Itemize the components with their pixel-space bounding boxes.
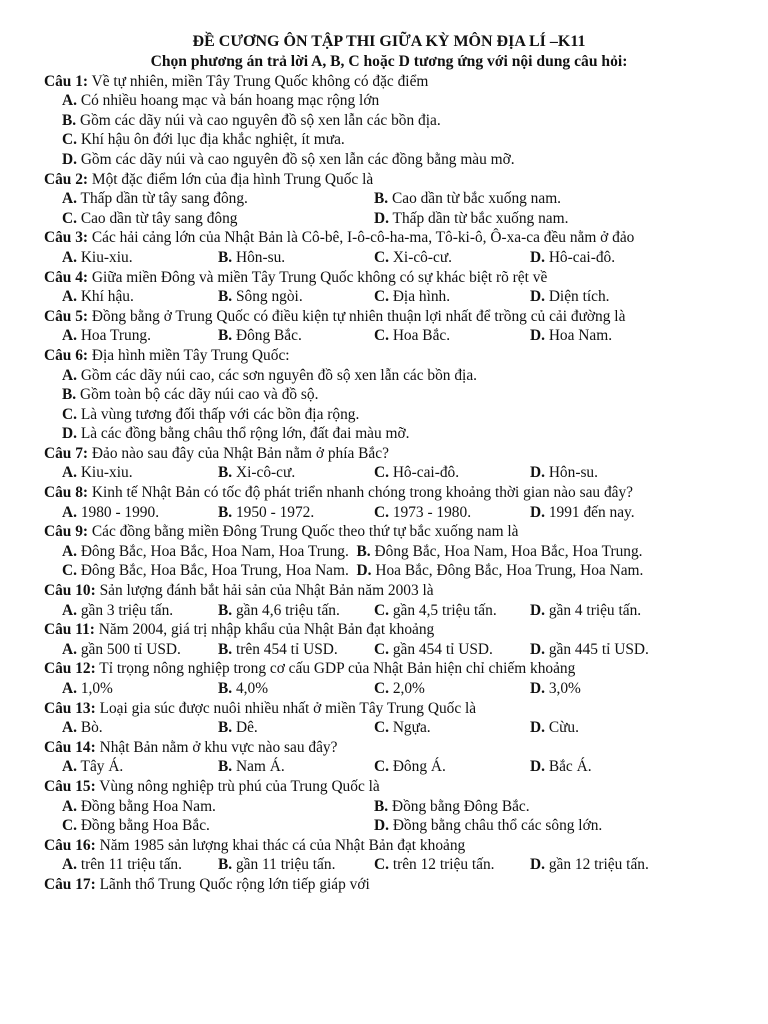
option-d: [530, 757, 592, 777]
option-text: Hoa Bắc, Đông Bắc, Hoa Trung, Hoa Nam.: [371, 562, 644, 580]
question-14: [44, 738, 734, 758]
question-number: Câu 12:: [44, 660, 96, 678]
option-d: [374, 816, 602, 836]
option-row: [44, 679, 734, 699]
question-number: Câu 7:: [44, 444, 89, 462]
option-letter: A.: [62, 680, 77, 697]
question-text: Kinh tế Nhật Bản có tốc độ phát triển nhanh chóng trong khoảng thời gian nào sau đây?: [88, 484, 634, 502]
option-a: [62, 797, 374, 817]
option-a: [62, 189, 374, 209]
option-d: [530, 503, 635, 523]
option-b: [218, 718, 374, 738]
option-text: Nam Á.: [232, 758, 285, 776]
option-c: [374, 757, 530, 777]
option-a: [62, 248, 218, 268]
option-letter: B.: [374, 797, 389, 815]
option-b: [218, 326, 374, 346]
option-text: Có nhiều hoang mạc và bán hoang mạc rộng lớn: [76, 92, 380, 110]
option-a: [62, 640, 218, 660]
question-number: Câu 1:: [44, 72, 89, 90]
option-a: [62, 503, 218, 523]
option-letter: D.: [530, 503, 545, 521]
option-letter: C.: [374, 503, 389, 521]
question-text: Các hải cảng lớn của Nhật Bản là Cô-bê, I-ô-cô-ha-ma, Tô-ki-ô, Ô-xa-ca đều nằm ở đảo: [88, 229, 635, 247]
question-number: Câu 13:: [44, 699, 96, 717]
option-letter: D.: [530, 680, 545, 697]
question-number: Câu 4:: [44, 268, 89, 286]
option-text: Cao dần từ tây sang đông: [76, 209, 238, 227]
option-d: [357, 562, 644, 579]
option-b: [374, 797, 530, 817]
option-b: [218, 503, 374, 523]
option-letter: B.: [218, 640, 233, 658]
option-c: [62, 209, 374, 229]
option-row: [44, 209, 734, 229]
option-letter: C.: [374, 601, 389, 619]
question-text: Đảo nào sau đây của Nhật Bản nằm ở phía Bắc?: [88, 444, 389, 462]
option-letter: C.: [374, 758, 389, 776]
option-letter: C.: [374, 640, 389, 658]
option-text: Đông Bắc.: [232, 327, 302, 345]
option-d: [530, 326, 612, 346]
option-c: [374, 718, 530, 738]
option-row: [44, 561, 734, 581]
option-row: [44, 797, 734, 817]
option-text: Đông Bắc, Hoa Bắc, Hoa Trung, Hoa Nam.: [76, 562, 349, 580]
question-number: Câu 6:: [44, 346, 89, 364]
question-5: [44, 307, 734, 327]
option-text: Đông Á.: [388, 758, 446, 776]
option-text: Ngựa.: [388, 719, 431, 737]
question-2: [44, 170, 734, 190]
question-6: [44, 346, 734, 366]
question-number: Câu 9:: [44, 523, 89, 541]
option-b: [218, 640, 374, 660]
question-text: Về tự nhiên, miền Tây Trung Quốc không có đặc điểm: [88, 72, 429, 90]
option-d: [530, 601, 641, 621]
option-text: Đồng bằng Đông Bắc.: [388, 797, 530, 815]
option-letter: D.: [530, 601, 545, 619]
option-text: gần 500 tỉ USD.: [76, 640, 181, 658]
option-row: [44, 542, 734, 562]
option-a: [44, 366, 734, 386]
question-number: Câu 3:: [44, 229, 89, 247]
option-c: [62, 562, 349, 579]
option-row: [44, 757, 734, 777]
question-7: [44, 444, 734, 464]
option-row: [44, 189, 734, 209]
option-c: [374, 248, 530, 268]
question-text: Các đồng bằng miền Đông Trung Quốc theo thứ tự bắc xuống nam là: [88, 523, 519, 541]
option-text: Đồng bằng Hoa Nam.: [76, 797, 216, 815]
option-text: gần 4,6 triệu tấn.: [232, 601, 340, 619]
option-text: Gồm toàn bộ các dãy núi cao và đồ sộ.: [76, 386, 319, 404]
option-text: Tây Á.: [76, 758, 124, 776]
option-letter: C.: [374, 719, 389, 737]
option-letter: A.: [62, 601, 77, 619]
option-d: [530, 679, 581, 699]
question-16: [44, 836, 734, 856]
option-text: Thấp dần từ tây sang đông.: [76, 190, 248, 208]
option-row: [44, 287, 734, 307]
option-c: [374, 640, 530, 660]
option-letter: B.: [218, 680, 233, 697]
option-row: [44, 248, 734, 268]
question-4: [44, 268, 734, 288]
option-text: Dê.: [232, 719, 258, 737]
option-letter: D.: [530, 758, 545, 776]
option-letter: B.: [218, 601, 233, 619]
option-letter: C.: [62, 209, 77, 227]
option-c: [374, 855, 530, 875]
option-text: Kiu-xiu.: [76, 464, 133, 482]
option-a: [62, 601, 218, 621]
option-letter: D.: [530, 248, 545, 266]
question-text: Nhật Bản nằm ở khu vực nào sau đây?: [95, 738, 338, 756]
option-c: [374, 463, 530, 483]
option-b: [218, 287, 374, 307]
option-row: [44, 463, 734, 483]
option-b: [218, 463, 374, 483]
option-c: [62, 816, 374, 836]
option-letter: B.: [218, 248, 233, 266]
option-text: 1980 - 1990.: [76, 503, 160, 521]
question-11: [44, 620, 734, 640]
option-letter: A.: [62, 856, 77, 874]
question-number: Câu 15:: [44, 777, 96, 795]
option-text: Hoa Nam.: [544, 327, 613, 345]
option-letter: C.: [374, 327, 389, 345]
option-letter: D.: [530, 640, 545, 658]
option-text: Xi-cô-cư.: [388, 248, 453, 266]
option-letter: C.: [374, 856, 389, 874]
question-text: Một đặc điểm lớn của địa hình Trung Quốc là: [88, 170, 374, 188]
question-15: [44, 777, 734, 797]
option-letter: A.: [62, 464, 77, 482]
question-17: [44, 875, 734, 895]
option-letter: C.: [374, 248, 389, 266]
option-letter: C.: [62, 562, 77, 580]
question-number: Câu 2:: [44, 170, 89, 188]
option-a: [62, 679, 218, 699]
option-text: Là vùng tương đối thấp với các bồn địa rộng.: [76, 405, 360, 423]
option-letter: B.: [218, 856, 233, 874]
option-letter: C.: [62, 817, 77, 835]
option-b: [218, 855, 374, 875]
option-text: Địa hình.: [388, 288, 451, 306]
option-row: [44, 855, 734, 875]
question-text: Năm 2004, giá trị nhập khẩu của Nhật Bản đạt khoảng: [94, 621, 435, 639]
option-letter: C.: [374, 288, 389, 306]
option-a: [62, 287, 218, 307]
option-letter: B.: [218, 758, 233, 776]
option-d: [530, 463, 598, 483]
option-text: Xi-cô-cư.: [232, 464, 296, 482]
option-text: Hôn-su.: [544, 464, 598, 482]
option-a: [62, 718, 218, 738]
option-text: Gồm các dãy núi và cao nguyên đồ sộ xen lẫn các bồn địa.: [76, 111, 441, 129]
option-c: [374, 503, 530, 523]
option-letter: B.: [218, 288, 233, 306]
option-text: gần 3 triệu tấn.: [76, 601, 174, 619]
option-text: 1973 - 1980.: [388, 503, 472, 521]
option-text: Thấp dần từ bắc xuống nam.: [388, 209, 569, 227]
option-letter: D.: [356, 562, 372, 580]
question-text: Đồng bằng ở Trung Quốc có điều kiện tự nhiên thuận lợi nhất để trồng củ cải đường là: [88, 307, 626, 325]
option-letter: C.: [62, 131, 77, 149]
question-text: Vùng nông nghiệp trù phú của Trung Quốc là: [95, 777, 380, 795]
option-row: [44, 503, 734, 523]
option-c: [44, 405, 734, 425]
option-text: Đông Bắc, Hoa Bắc, Hoa Nam, Hoa Trung.: [76, 542, 349, 560]
option-c: [374, 601, 530, 621]
option-b: [374, 189, 561, 209]
option-text: gần 454 tỉ USD.: [388, 640, 493, 658]
option-letter: A.: [62, 366, 77, 384]
option-letter: D.: [530, 464, 545, 482]
option-letter: A.: [62, 92, 77, 110]
option-text: Là các đồng bằng châu thổ rộng lớn, đất đai màu mỡ.: [76, 425, 410, 443]
option-text: 1,0%: [76, 680, 113, 697]
option-letter: D.: [530, 327, 545, 345]
option-letter: A.: [62, 542, 77, 560]
option-text: Hôn-su.: [232, 248, 286, 266]
question-number: Câu 8:: [44, 484, 89, 502]
option-row: [44, 640, 734, 660]
option-text: 1950 - 1972.: [232, 503, 315, 521]
option-letter: D.: [530, 719, 545, 737]
option-letter: A.: [62, 190, 77, 208]
option-letter: B.: [356, 542, 371, 560]
question-text: Năm 1985 sản lượng khai thác cá của Nhật Bản đạt khoảng: [95, 836, 466, 854]
question-9: [44, 522, 734, 542]
option-letter: A.: [62, 503, 77, 521]
option-text: 2,0%: [388, 680, 425, 697]
question-number: Câu 16:: [44, 836, 96, 854]
question-number: Câu 14:: [44, 738, 96, 756]
option-row: [44, 718, 734, 738]
option-letter: C.: [62, 405, 77, 423]
question-1: [44, 72, 734, 92]
option-d: [44, 424, 734, 444]
option-text: Bắc Á.: [544, 758, 592, 776]
option-text: 1991 đến nay.: [544, 503, 635, 521]
option-text: trên 12 triệu tấn.: [388, 856, 495, 874]
option-letter: D.: [530, 288, 545, 306]
option-text: Gồm các dãy núi và cao nguyên đồ sộ xen lẫn các đồng bằng màu mỡ.: [76, 150, 515, 168]
option-row: [44, 601, 734, 621]
option-text: Hoa Trung.: [76, 327, 151, 345]
option-text: Cao dần từ bắc xuống nam.: [388, 190, 562, 208]
document-title: ĐỀ CƯƠNG ÔN TẬP THI GIỮA KỲ MÔN ĐỊA LÍ –K11: [192, 33, 586, 50]
option-text: Khí hậu.: [76, 288, 134, 306]
option-a: [62, 543, 349, 560]
option-d: [530, 718, 579, 738]
option-text: Gồm các dãy núi cao, các sơn nguyên đồ sộ xen lẫn các bồn địa.: [76, 366, 478, 384]
question-text: Loại gia súc được nuôi nhiều nhất ở miền Tây Trung Quốc là: [95, 699, 477, 717]
option-b: [218, 248, 374, 268]
option-a: [62, 463, 218, 483]
option-letter: A.: [62, 797, 77, 815]
question-number: Câu 11:: [44, 621, 95, 639]
question-12: [44, 659, 734, 679]
option-a: [44, 91, 734, 111]
instruction-line: Chọn phương án trả lời A, B, C hoặc D tương ứng với nội dung câu hỏi:: [150, 53, 628, 70]
option-letter: C.: [374, 464, 389, 482]
option-text: Kiu-xiu.: [76, 248, 133, 266]
option-letter: A.: [62, 758, 77, 776]
option-letter: D.: [374, 209, 389, 227]
question-text: Địa hình miền Tây Trung Quốc:: [88, 346, 290, 364]
option-b: [218, 757, 374, 777]
question-text: Tỉ trọng nông nghiệp trong cơ cấu GDP của Nhật Bản hiện chỉ chiếm khoảng: [95, 660, 576, 678]
option-c: [374, 326, 530, 346]
option-letter: D.: [62, 425, 77, 443]
option-d: [530, 248, 615, 268]
option-c: [374, 287, 530, 307]
question-number: Câu 17:: [44, 875, 96, 893]
option-row: [44, 816, 734, 836]
option-letter: D.: [374, 817, 389, 835]
option-a: [62, 326, 218, 346]
option-letter: A.: [62, 327, 77, 345]
option-text: gần 12 triệu tấn.: [544, 856, 649, 874]
option-c: [44, 130, 734, 150]
question-number: Câu 5:: [44, 307, 89, 325]
option-letter: B.: [218, 327, 233, 345]
option-letter: B.: [218, 464, 233, 482]
option-c: [374, 679, 530, 699]
question-text: Lãnh thổ Trung Quốc rộng lớn tiếp giáp với: [95, 875, 370, 893]
option-letter: D.: [62, 150, 77, 168]
option-text: Cừu.: [544, 719, 579, 737]
option-b: [44, 385, 734, 405]
option-letter: A.: [62, 248, 77, 266]
option-text: Bò.: [76, 719, 103, 737]
question-3: [44, 228, 734, 248]
option-d: [530, 640, 649, 660]
option-text: Hô-cai-đô.: [388, 464, 460, 482]
option-letter: A.: [62, 719, 77, 737]
option-letter: B.: [374, 190, 389, 208]
option-b: [218, 601, 374, 621]
option-a: [62, 855, 218, 875]
question-10: [44, 581, 734, 601]
option-text: Sông ngòi.: [232, 288, 303, 306]
option-text: gần 445 tỉ USD.: [544, 640, 649, 658]
option-d: [530, 287, 610, 307]
option-row: [44, 326, 734, 346]
option-letter: B.: [218, 719, 233, 737]
question-8: [44, 483, 734, 503]
option-letter: C.: [374, 680, 389, 697]
option-letter: B.: [218, 503, 233, 521]
option-text: gần 11 triệu tấn.: [232, 856, 336, 874]
option-text: trên 11 triệu tấn.: [76, 856, 182, 874]
question-13: [44, 699, 734, 719]
option-text: Đồng bằng châu thổ các sông lớn.: [388, 817, 603, 835]
option-b: [44, 111, 734, 131]
option-text: Hô-cai-đô.: [544, 248, 616, 266]
option-b: [218, 679, 374, 699]
option-text: trên 454 tỉ USD.: [232, 640, 338, 658]
option-text: Diện tích.: [544, 288, 610, 306]
option-text: 3,0%: [544, 680, 581, 697]
option-letter: B.: [62, 111, 77, 129]
option-a: [62, 757, 218, 777]
question-text: Giữa miền Đông và miền Tây Trung Quốc không có sự khác biệt rõ rệt về: [88, 268, 548, 286]
option-letter: A.: [62, 288, 77, 306]
option-letter: B.: [62, 386, 77, 404]
option-letter: A.: [62, 640, 77, 658]
question-number: Câu 10:: [44, 582, 96, 600]
option-text: Đồng bằng Hoa Bắc.: [76, 817, 210, 835]
option-text: 4,0%: [232, 680, 269, 697]
option-b: [357, 543, 643, 560]
option-text: gần 4,5 triệu tấn.: [388, 601, 497, 619]
option-letter: D.: [530, 856, 545, 874]
option-text: Khí hậu ôn đới lục địa khắc nghiệt, ít mưa.: [76, 131, 345, 149]
option-text: Hoa Bắc.: [388, 327, 451, 345]
question-text: Sản lượng đánh bắt hải sản của Nhật Bản năm 2003 là: [95, 582, 434, 600]
option-d: [530, 855, 649, 875]
option-text: gần 4 triệu tấn.: [544, 601, 642, 619]
option-d: [374, 209, 568, 229]
option-text: Đông Bắc, Hoa Nam, Hoa Bắc, Hoa Trung.: [370, 542, 643, 560]
option-d: [44, 150, 734, 170]
